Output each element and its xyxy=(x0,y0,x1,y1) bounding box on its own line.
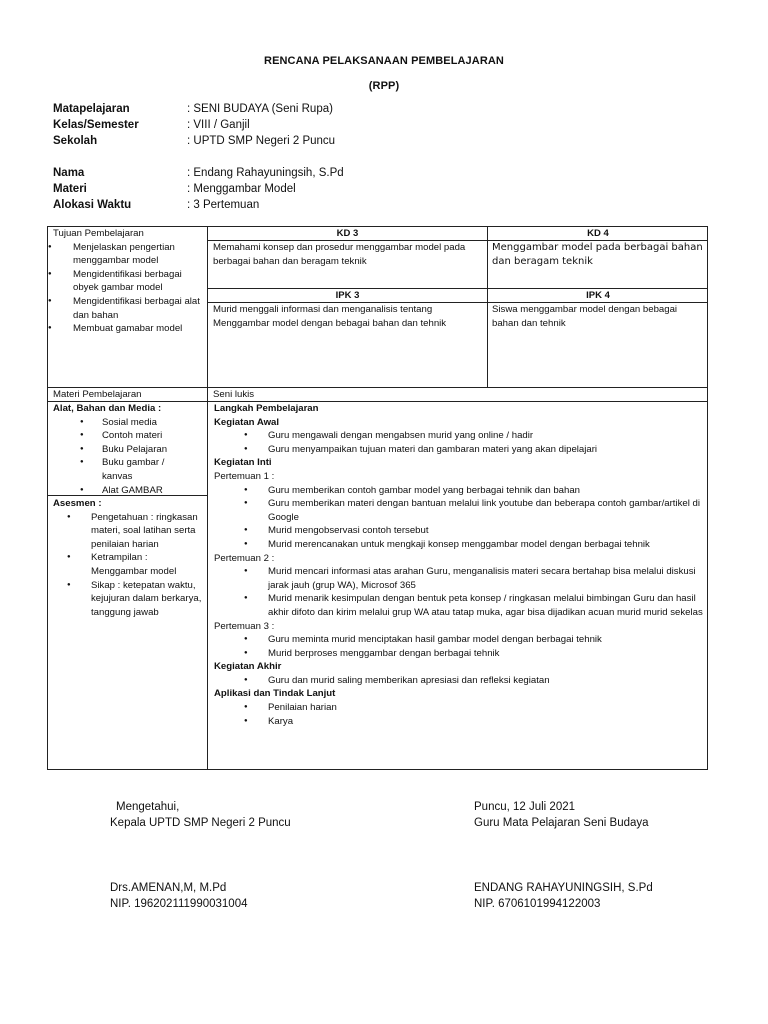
materi-label: Materi Pembelajaran xyxy=(53,389,142,400)
list-item: ● Contoh materi xyxy=(53,429,205,443)
langkah-header: Langkah Pembelajaran xyxy=(214,403,319,414)
list-item: ● Guru dan murid saling memberikan apresiasi dan refleksi kegiatan xyxy=(214,674,704,688)
asesmen-cell xyxy=(53,497,205,619)
pertemuan-3-list xyxy=(214,633,704,660)
ipk4-text: Siswa menggambar model dengan bebagai bahan dan tehnik xyxy=(492,304,678,329)
awal-list xyxy=(214,429,704,456)
pertemuan-1-list xyxy=(214,484,704,552)
grid-line xyxy=(207,227,208,770)
info-value: : VIII / Ganjil xyxy=(187,119,250,131)
list-item: ● Menjelaskan pengertian menggambar model xyxy=(53,241,203,268)
list-item: ● Mengidentifikasi berbagai alat dan bahan xyxy=(53,295,203,322)
pertemuan-2-label: Pertemuan 2 : xyxy=(214,552,275,564)
tujuan-cell xyxy=(53,227,203,336)
info-row-nama xyxy=(0,165,768,181)
list-item: ● Alat GAMBAR xyxy=(53,484,205,498)
info-label: Materi xyxy=(53,183,87,195)
info-label: Sekolah xyxy=(53,135,98,147)
sig-left-line2: Kepala UPTD SMP Negeri 2 Puncu xyxy=(110,817,291,829)
sig-right-line1: Puncu, 12 Juli 2021 xyxy=(474,801,576,813)
list-item: ● Murid menarik kesimpulan dengan bentuk peta konsep / ringkasan melalui bimbingan Guru dan hasil akhir difoto dan kirim melalui grup WA atau tatap muka, agar bisa dijadikan acuan murid murid sekelas xyxy=(214,592,704,619)
tujuan-list xyxy=(53,241,203,336)
info-row-matapelajaran xyxy=(0,101,768,117)
pertemuan-3-label: Pertemuan 3 : xyxy=(214,620,275,632)
info-row-kelas xyxy=(0,117,768,133)
list-item: ● Murid berproses menggambar dengan berbagai tehnik xyxy=(214,647,704,661)
kd3-header: KD 3 xyxy=(336,228,359,239)
list-item: ● Sosial media xyxy=(53,416,205,430)
langkah-cell xyxy=(214,402,704,728)
list-item: ● Guru memberikan materi dengan bantuan melalui link youtube dan beberapa contoh gambar/artikel di Google xyxy=(214,497,704,524)
sig-left-name: Drs.AMENAN,M, M.Pd xyxy=(110,882,227,894)
pertemuan-2-list xyxy=(214,565,704,619)
info-row-sekolah xyxy=(0,133,768,149)
list-item: ● Guru mengawali dengan mengabsen murid yang online / hadir xyxy=(214,429,704,443)
list-item: ● Murid merencanakan untuk mengkaji konsep menggambar model dengan berbagai tehnik xyxy=(214,538,704,552)
sig-left-line1: Mengetahui, xyxy=(116,801,180,813)
info-spacer xyxy=(0,149,768,165)
asesmen-list xyxy=(53,511,205,620)
alat-header: Alat, Bahan dan Media : xyxy=(53,403,162,414)
info-label: Nama xyxy=(53,167,85,179)
asesmen-header: Asesmen : xyxy=(53,498,102,509)
list-item: ● Murid mencari informasi atas arahan Guru, menganalisis materi secara bertahap bisa melalui diskusi jarak jauh (grup WA), Microsof 365 xyxy=(214,565,704,592)
info-label: Matapelajaran xyxy=(53,103,130,115)
list-item: ● Membuat gamabar model xyxy=(53,322,203,336)
tujuan-header: Tujuan Pembelajaran xyxy=(53,228,144,239)
ipk4-header: IPK 4 xyxy=(586,290,610,301)
grid-line xyxy=(487,227,488,387)
list-item: ● Pengetahuan : ringkasan materi, soal latihan serta penilaian harian xyxy=(53,511,203,552)
list-item: ● Buku gambar / kanvas xyxy=(53,456,187,483)
list-item: ● Guru menyampaikan tujuan materi dan gambaran materi yang akan dipelajari xyxy=(214,443,704,457)
list-item: ● Murid mengobservasi contoh tersebut xyxy=(214,524,704,538)
rpp-table xyxy=(47,226,708,770)
list-item: ● Penilaian harian xyxy=(214,701,704,715)
list-item: ● Mengidentifikasi berbagai obyek gambar model xyxy=(53,268,203,295)
info-value: : UPTD SMP Negeri 2 Puncu xyxy=(187,135,336,147)
aplikasi-header: Aplikasi dan Tindak Lanjut xyxy=(214,688,336,700)
list-item: ● Buku Pelajaran xyxy=(53,443,205,457)
alat-list xyxy=(53,416,205,498)
sig-left-nip: NIP. 196202111990031004 xyxy=(110,898,248,910)
list-item: ● Ketrampilan : Menggambar model xyxy=(53,551,191,578)
info-row-alokasi xyxy=(0,197,768,213)
info-value: : Endang Rahayuningsih, S.Pd xyxy=(187,167,344,179)
list-item: ● Guru meminta murid menciptakan hasil gambar model dengan berbagai tehnik xyxy=(214,633,704,647)
info-label: Kelas/Semester xyxy=(53,119,139,131)
kd4-header: KD 4 xyxy=(587,228,609,239)
ipk3-text: Murid menggali informasi dan menganalisis tentang Menggambar model dengan bebagai bahan dan tehnik xyxy=(213,304,447,329)
info-label: Alokasi Waktu xyxy=(53,199,132,211)
inti-header: Kegiatan Inti xyxy=(214,457,272,469)
list-item: ● Karya xyxy=(214,715,704,729)
info-row-materi xyxy=(0,181,768,197)
list-item: ● Guru memberikan contoh gambar model yang berbagai tehnik dan bahan xyxy=(214,484,704,498)
alat-cell xyxy=(53,402,205,497)
kd4-text: Menggambar model pada berbagai bahan dan beragam teknik xyxy=(492,242,703,267)
awal-header: Kegiatan Awal xyxy=(214,416,280,428)
info-value: : 3 Pertemuan xyxy=(187,199,260,211)
document-subtitle: (RPP) xyxy=(368,80,400,92)
kd3-text: Memahami konsep dan prosedur menggambar model pada berbagai bahan dan beragam teknik xyxy=(213,242,466,267)
sig-right-line2: Guru Mata Pelajaran Seni Budaya xyxy=(474,817,649,829)
info-value: : Menggambar Model xyxy=(187,183,296,195)
ipk3-header: IPK 3 xyxy=(335,290,360,301)
pertemuan-1-label: Pertemuan 1 : xyxy=(214,470,275,482)
info-value: : SENI BUDAYA (Seni Rupa) xyxy=(187,103,333,115)
sig-right-nip: NIP. 6706101994122003 xyxy=(474,898,601,910)
materi-value: Seni lukis xyxy=(213,389,255,400)
document-title: RENCANA PELAKSANAAN PEMBELAJARAN xyxy=(264,55,504,67)
akhir-header: Kegiatan Akhir xyxy=(214,661,282,673)
list-item: ● Sikap : ketepatan waktu, kejujuran dalam berkarya, tanggung jawab xyxy=(53,579,203,620)
akhir-list xyxy=(214,674,704,688)
aplikasi-list xyxy=(214,701,704,728)
info-block xyxy=(0,101,768,213)
sig-right-name: ENDANG RAHAYUNINGSIH, S.Pd xyxy=(474,882,653,894)
